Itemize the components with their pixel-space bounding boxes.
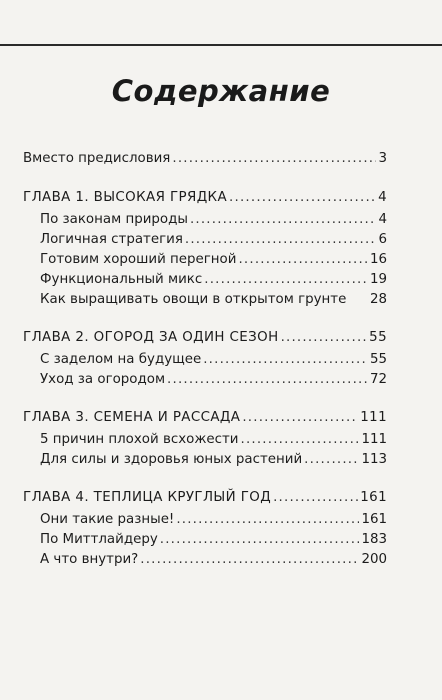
toc-entry-text: Как выращивать овощи в открытом грунте bbox=[40, 292, 347, 307]
toc-page-number: 28 bbox=[369, 292, 387, 307]
toc-section bbox=[40, 251, 387, 269]
toc-leader-dots bbox=[172, 150, 376, 168]
toc-entry-text: Готовим хороший перегной bbox=[40, 252, 237, 267]
toc-leader-dots bbox=[240, 431, 359, 449]
toc-page-number: 200 bbox=[361, 552, 387, 567]
toc-section bbox=[40, 351, 387, 369]
toc-entry-preface bbox=[23, 150, 387, 168]
toc-section bbox=[40, 551, 387, 569]
toc-chapter-4 bbox=[23, 489, 387, 507]
toc-entry-text: Вместо предисловия bbox=[23, 151, 171, 166]
toc-entry-text: ГЛАВА 2. ОГОРОД ЗА ОДИН СЕЗОН bbox=[23, 330, 279, 345]
toc-entry-text: ГЛАВА 3. СЕМЕНА И РАССАДА bbox=[23, 410, 241, 425]
toc-page-number: 3 bbox=[378, 151, 387, 166]
toc-entry-text: А что внутри? bbox=[40, 552, 139, 567]
toc-chapter-1 bbox=[23, 189, 387, 207]
toc-leader-dots bbox=[281, 329, 368, 347]
toc-page-number: 16 bbox=[369, 252, 387, 267]
toc-section bbox=[40, 511, 387, 529]
toc-entry-text: ГЛАВА 4. ТЕПЛИЦА КРУГЛЫЙ ГОД bbox=[23, 490, 272, 505]
toc-leader-dots bbox=[176, 511, 359, 529]
toc-leader-dots bbox=[238, 251, 368, 269]
toc-section bbox=[40, 371, 387, 389]
toc-page-number: 6 bbox=[378, 232, 387, 247]
page-title: Содержание bbox=[111, 74, 331, 108]
toc-leader-dots bbox=[167, 371, 368, 389]
toc-section bbox=[40, 211, 387, 229]
toc-page-number: 111 bbox=[360, 410, 387, 425]
toc-leader-dots bbox=[203, 351, 368, 369]
toc-page-number: 113 bbox=[361, 452, 387, 467]
toc-page-number: 55 bbox=[369, 330, 387, 345]
toc-page-number: 4 bbox=[378, 190, 387, 205]
toc-leader-dots bbox=[273, 489, 358, 507]
toc-leader-dots bbox=[140, 551, 359, 569]
toc-entry-text: 5 причин плохой всхожести bbox=[40, 432, 239, 447]
toc-section bbox=[40, 271, 387, 289]
toc-section bbox=[40, 531, 387, 549]
toc-entry-text: Уход за огородом bbox=[40, 372, 166, 387]
toc-leader-dots bbox=[190, 211, 377, 229]
toc-entry-text: По Миттлайдеру bbox=[40, 532, 158, 547]
toc-entry-text: По законам природы bbox=[40, 212, 188, 227]
toc-entry-text: Для силы и здоровья юных растений bbox=[40, 452, 303, 467]
toc-leader-dots bbox=[304, 451, 359, 469]
toc-section bbox=[40, 431, 387, 449]
toc-entry-text: Логичная стратегия bbox=[40, 232, 183, 247]
toc-section bbox=[40, 291, 387, 309]
toc-page-number: 19 bbox=[369, 272, 387, 287]
toc-page-number: 161 bbox=[360, 490, 387, 505]
toc-page-number: 183 bbox=[361, 532, 387, 547]
toc-entry-text: Они такие разные! bbox=[40, 512, 175, 527]
toc-chapter-2 bbox=[23, 329, 387, 347]
toc-page-number: 55 bbox=[369, 352, 387, 367]
toc-leader-dots bbox=[204, 271, 368, 289]
toc-section bbox=[40, 451, 387, 469]
toc-entry-text: С заделом на будущее bbox=[40, 352, 202, 367]
toc-leader-dots bbox=[229, 189, 376, 207]
toc-entry-text: ГЛАВА 1. ВЫСОКАЯ ГРЯДКА bbox=[23, 190, 228, 205]
toc-leader-dots bbox=[242, 409, 358, 427]
toc-leader-dots bbox=[160, 531, 360, 549]
toc-page-number: 4 bbox=[378, 212, 387, 227]
toc-entry-text: Функциональный микс bbox=[40, 272, 203, 287]
toc-section bbox=[40, 231, 387, 249]
toc-page-number: 111 bbox=[361, 432, 387, 447]
toc-leader-dots bbox=[185, 231, 377, 249]
toc-page-number: 161 bbox=[361, 512, 387, 527]
toc-page-number: 72 bbox=[369, 372, 387, 387]
toc-chapter-3 bbox=[23, 409, 387, 427]
